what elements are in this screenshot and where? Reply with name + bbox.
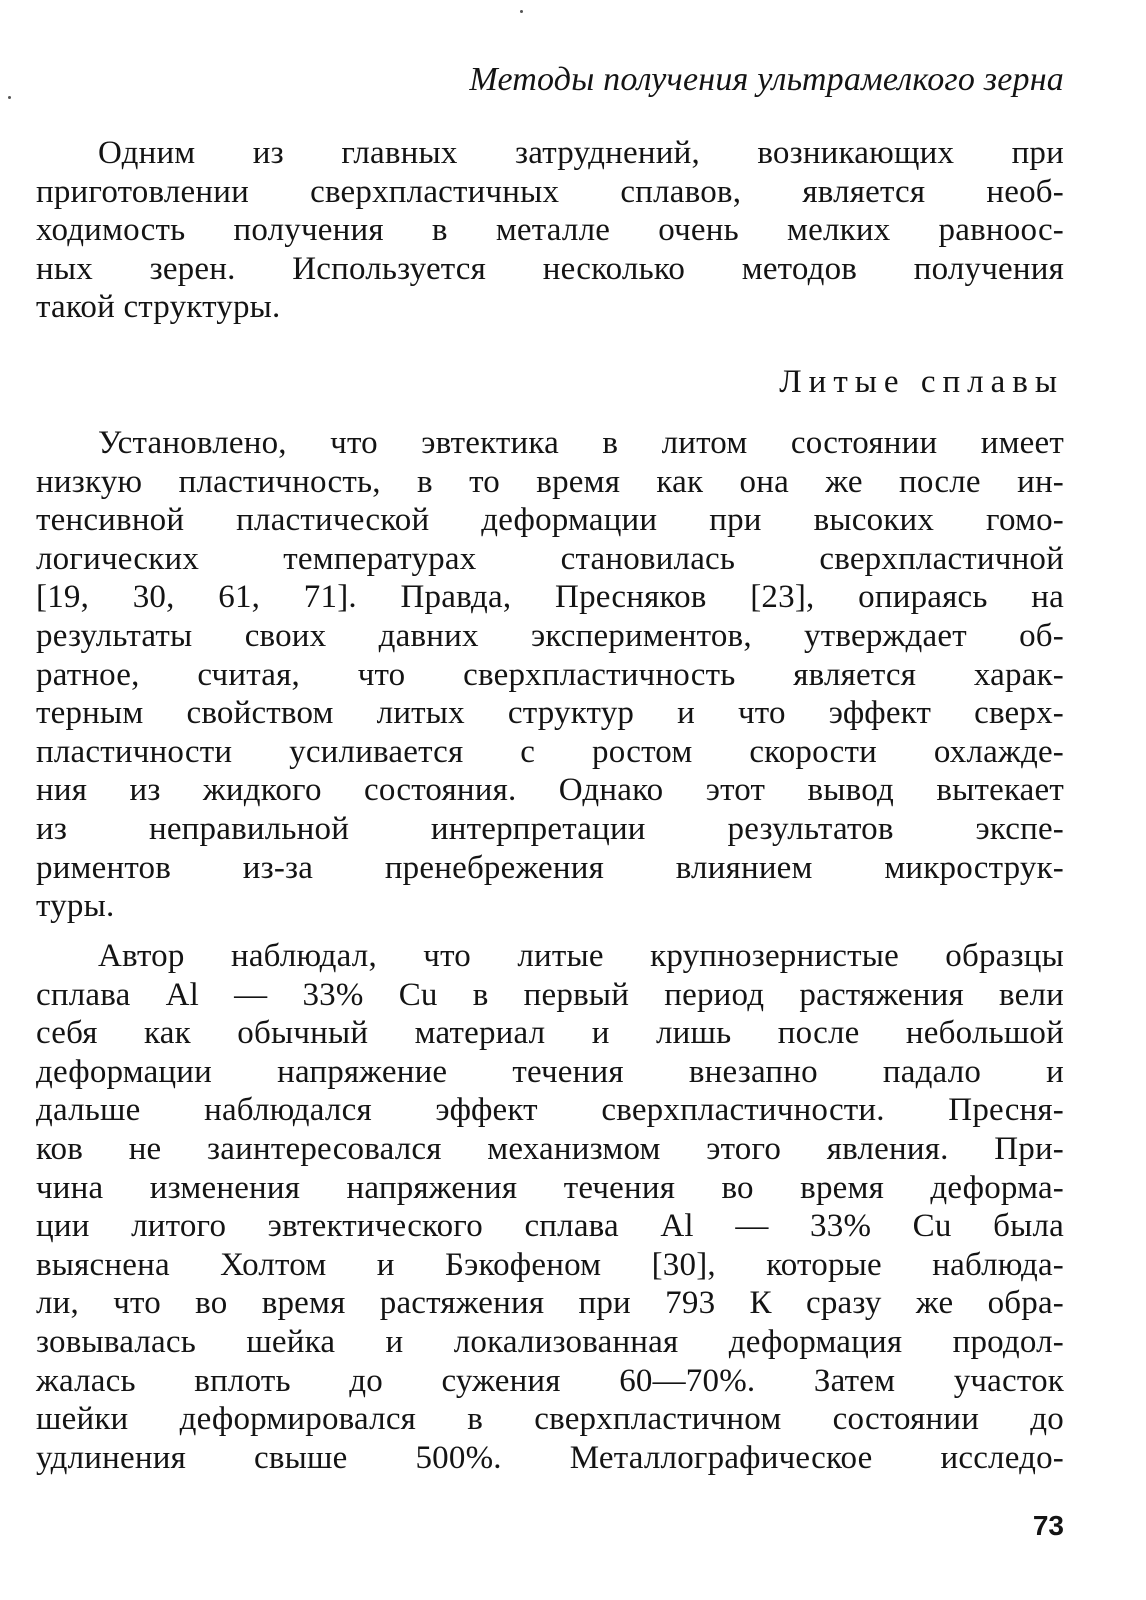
text-line: пластичности усиливается с ростом скорости охлажде- [36,733,1064,770]
text-line: удлинения свыше 500%. Металлографическое исследо- [36,1439,1064,1476]
text-line: себя как обычный материал и лишь после небольшой [36,1015,1064,1052]
text-line: низкую пластичность, в то время как она же после ин- [36,463,1064,500]
text-line: ходимость получения в металле очень мелких равноос- [36,212,1064,249]
text-line: чина изменения напряжения течения во время деформа- [36,1169,1064,1206]
text-line: сплава Al — 33% Cu в первый период растяжения вели [36,976,1064,1013]
print-speck [520,10,523,13]
text-line: приготовлении сверхпластичных сплавов, является необ- [36,173,1064,210]
text-line: логических температурах становилась сверхпластичной [36,540,1064,577]
text-line: деформации напряжение течения внезапно падало и [36,1053,1064,1090]
text-line: терным свойством литых структур и что эффект сверх- [36,695,1064,732]
text-line: жалась вплоть до сужения 60—70%. Затем участок [36,1362,1064,1399]
text-line: Автор наблюдал, что литые крупнозернистые образцы [98,938,1064,974]
text-line: ратное, считая, что сверхпластичность является харак- [36,656,1064,693]
text-line: [19, 30, 61, 71]. Правда, Пресняков [23], опираясь на [36,579,1064,616]
text-line: ных зерен. Используется несколько методов получения [36,250,1064,287]
text-line: дальше наблюдался эффект сверхпластичности. Пресня- [36,1092,1064,1129]
intro-paragraph [36,134,1064,327]
text-line: ли, что во время растяжения при 793 К сразу же обра- [36,1285,1064,1322]
page-number: 73 [1032,1510,1064,1541]
text-line: результаты своих давних экспериментов, утверждает об- [36,617,1064,654]
text-line: ния из жидкого состояния. Однако этот вывод вытекает [36,772,1064,809]
text-line: из неправильной интерпретации результатов экспе- [36,810,1064,847]
text-line: ков не заинтересовался механизмом этого явления. При- [36,1130,1064,1167]
section-heading: Литые сплавы [779,364,1064,400]
text-line: шейки деформировался в сверхпластичном состоянии до [36,1401,1064,1438]
text-line: ции литого эвтектического сплава Al — 33% Cu была [36,1208,1064,1245]
text-line: туры. [36,888,115,925]
text-line: Установлено, что эвтектика в литом состоянии имеет [98,425,1064,461]
text-line: выяснена Холтом и Бэкофеном [30], которые наблюда- [36,1246,1064,1283]
text-line: тенсивной пластической деформации при высоких гомо- [36,502,1064,539]
text-line: зовывалась шейка и локализованная деформация продол- [36,1323,1064,1360]
paragraph-cast-alloys-1 [36,424,1064,926]
paragraph-cast-alloys-2 [36,937,1064,1477]
running-head: Методы получения ультрамелкого зерна [469,61,1064,98]
print-speck [8,96,11,99]
text-line: такой структуры. [36,289,281,326]
text-line: риментов из-за пренебрежения влиянием микрострук- [36,849,1064,886]
text-line: Одним из главных затруднений, возникающих при [98,135,1064,171]
